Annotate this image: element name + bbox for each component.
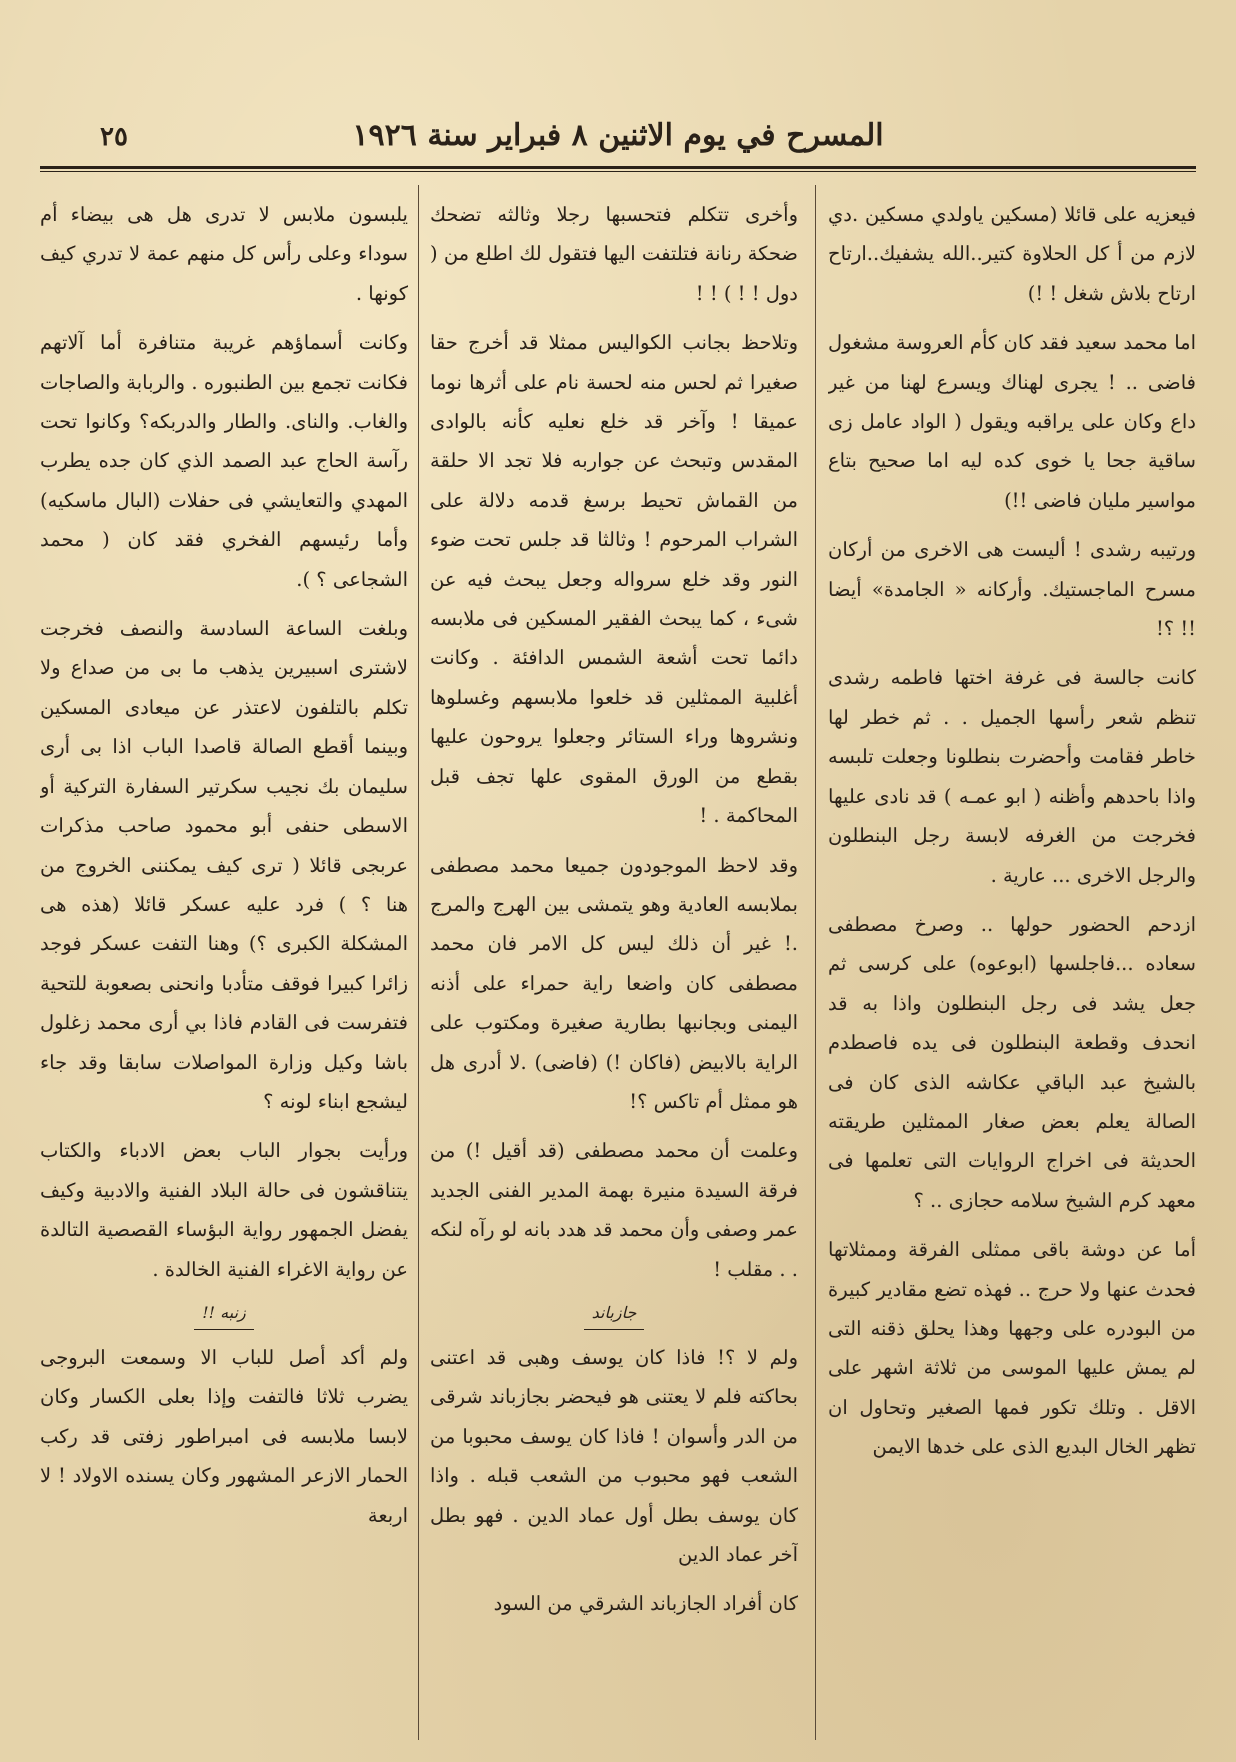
paragraph: ازدحم الحضور حولها .. وصرخ مصطفى سعاده ...فاجلسها (ابوعوه) على كرسى ثم جعل يشد فى رجل البنطلون واذا به قد انحدف وقطعة البنطلون فى يده فاصطدم بالشيخ عبد الباقي عكاشه الذى كان فى الصالة يعلم بعض صغار الممثلين طريقته الحديثة فى اخراج الروايات التى تعلمها فى معهد كرم الشيخ سلامه حجازى .. ؟ (828, 912, 1196, 1212)
paragraph: وقد لاحظ الموجودون جميعا محمد مصطفى بملابسه العادية وهو يتمشى بين الهرج والمرج .! غير أن ذلك ليس كل الامر فان محمد مصطفى كان واضعا راية حمراء على أذنه اليمنى وبجانبها بطارية صغيرة ومكتوب على الراية بالابيض (فاكان !) (فاضى) .لا أدرى هل هو ممثل أم تاكس ؟! (430, 853, 798, 1113)
paragraph: يلبسون ملابس لا تدرى هل هى بيضاء أم سوداء وعلى رأس كل منهم عمة لا تدري كيف كونها . (40, 203, 408, 305)
paragraph: ولم لا ؟! فاذا كان يوسف وهبى قد اعتنى بحاكته فلم لا يعتنى هو فيحضر بجازباند شرقى من الدر وأسوان ! فاذا كان يوسف محبوبا من الشعب فهو محبوب من الشعب قبله . واذا كان يوسف بطل أول عماد الدين . فهو بطل آخر عماد الدين (430, 1345, 798, 1566)
page-header (40, 118, 1196, 164)
paragraph: وتلاحظ بجانب الكواليس ممثلا قد أخرج حقا صغيرا ثم لحس منه لحسة نام على أثرها نوما عميقا ! وآخر قد خلع نعليه كأنه بالوادى المقدس وتبحث عن جواربه فلا تجد الا حلقة من القماش تحيط برسغ قدمه دلالة على الشراب المرحوم ! وثالثا قد جلس تحت ضوء النور وقد خلع سرواله وجعل يبحث فيه عن شىء ، كما يبحث الفقير المسكين فى ملابسه دائما تحت أشعة الشمس الدافئة . وكانت أغلبية الممثلين قد خلعوا ملابسهم وغسلوها ونشروها وراء الستائر وجعلوا يروحون عليها بقطع من الورق المقوى علها تجف قبل المحاكمة . ! (430, 331, 798, 828)
paragraph: ورتيبه رشدى ! أليست هى الاخرى من أركان مسرح الماجستيك. وأركانه « الجامدة» أيضا !! ؟! (828, 538, 1196, 641)
paragraph: اما محمد سعيد فقد كان كأم العروسة مشغول فاضى .. ! يجرى لهناك ويسرع لهنا من غير داع وكان على يراقبه ويقول ( الواد عامل زى ساقية جحا يا خوى كده ليه اما صحيح بتاع مواسير مليان فاضى !!) (828, 331, 1196, 512)
paragraph: أما عن دوشة باقى ممثلى الفرقة وممثلاتها فحدث عنها ولا حرج .. فهذه تضع مقادير كبيرة من البودره على وجهها وهذا يحلق ذقنه التى لم يمش عليها الموسى من ثلاثة اشهر على الاقل . وتلك تكور فمها الصغير وتحاول ان تظهر الخال البديع الذى على خدها الايمن (828, 1238, 1196, 1459)
column-divider (418, 185, 419, 1740)
paragraph: وعلمت أن محمد مصطفى (قد أقيل !) من فرقة السيدة منيرة بهمة المدير الفنى الجديد عمر وصفى وأن محمد قد هدد بانه لو رآه لنكه . . مقلب ! (430, 1139, 798, 1281)
paragraph: وبلغت الساعة السادسة والنصف فخرجت لاشترى اسبيرين يذهب ما بى من صداع ولا تكلم بالتلفون لاعتذر عن ميعادى المسكين وبينما أقطع الصالة قاصدا الباب اذا بى أرى سليمان بك نجيب سكرتير السفارة التركية أو الاسطى حنفى أبو محمود صاحب مذكرات عربجى قائلا ( ترى كيف يمكننى الخروج من هنا ؟ ) فرد عليه عسكر قائلا (هذه هى المشكلة الكبرى ؟) وهنا التفت عسكر فوجد زائرا كبيرا فوقف متأدبا وانحنى بصعوبة للتحية فتفرست فى القادم فاذا بي أرى محمد زغلول باشا وكيل وزارة المواصلات سابقا وقد جاء ليشجع ابناء لونه ؟ (40, 617, 408, 1113)
paragraph: ولم أكد أصل للباب الا وسمعت البروجى يضرب ثلاثا فالتفت وإذا بعلى الكسار وكان لابسا ملابسه فى امبراطور زفتى قد ركب الحمار الازعر المشهور وكان يسنده الاولاد ! لا اربعة (40, 1345, 408, 1527)
column-middle (430, 195, 798, 1740)
section-heading: زنبه !! (40, 1299, 408, 1330)
column-divider (815, 185, 816, 1740)
section-heading: جازباند (430, 1299, 798, 1330)
paragraph: كانت جالسة فى غرفة اختها فاطمه رشدى تنظم شعر رأسها الجميل . . ثم خطر لها خاطر فقامت وأحضرت بنطلونا وجعلت تلبسه واذا باحدهم وأظنه ( ابو عمـه ) قد نادى عليها فخرجت من الغرفه لابسة رجل البنطلون والرجل الاخرى ... عارية . (828, 666, 1196, 887)
paragraph: وكانت أسماؤهم غريبة متنافرة أما آلاتهم فكانت تجمع بين الطنبوره . والربابة والصاجات والغاب. والناى. والطار والدربكه؟ وكانوا تحت رآسة الحاج عبد الصمد الذي كان جده يطرب المهدي والتعايشي فى حفلات (البال ماسكيه) وأما رئيسهم الفخري فقد كان ( محمد الشجاعى ؟ ). (40, 331, 408, 591)
paragraph: وأخرى تتكلم فتحسبها رجلا وثالثه تضحك ضحكة رنانة فتلتفت اليها فتقول لك اطلع من ( دول ! ! ) ! ! (430, 203, 798, 305)
paragraph: فيعزيه على قائلا (مسكين ياولدي مسكين .دي لازم من أ كل الحلاوة كتير..الله يشفيك..ارتاح ارتاح بلاش شغل ! !) (828, 203, 1196, 305)
column-right (828, 195, 1196, 1740)
column-left (40, 195, 408, 1740)
paragraph: ورأيت بجوار الباب بعض الادباء والكتاب يتناقشون فى حالة البلاد الفنية والادبية وكيف يفضل الجمهور رواية البؤساء القصصية التالدة عن رواية الاغراء الفنية الخالدة . (40, 1139, 408, 1281)
header-rule (40, 166, 1196, 172)
paragraph: كان أفراد الجازباند الشرقي من السود (493, 1592, 798, 1616)
page-title: المسرح في يوم الاثنين ٨ فبراير سنة ١٩٢٦ (352, 118, 884, 153)
page-number: ٢٥ (100, 122, 128, 152)
